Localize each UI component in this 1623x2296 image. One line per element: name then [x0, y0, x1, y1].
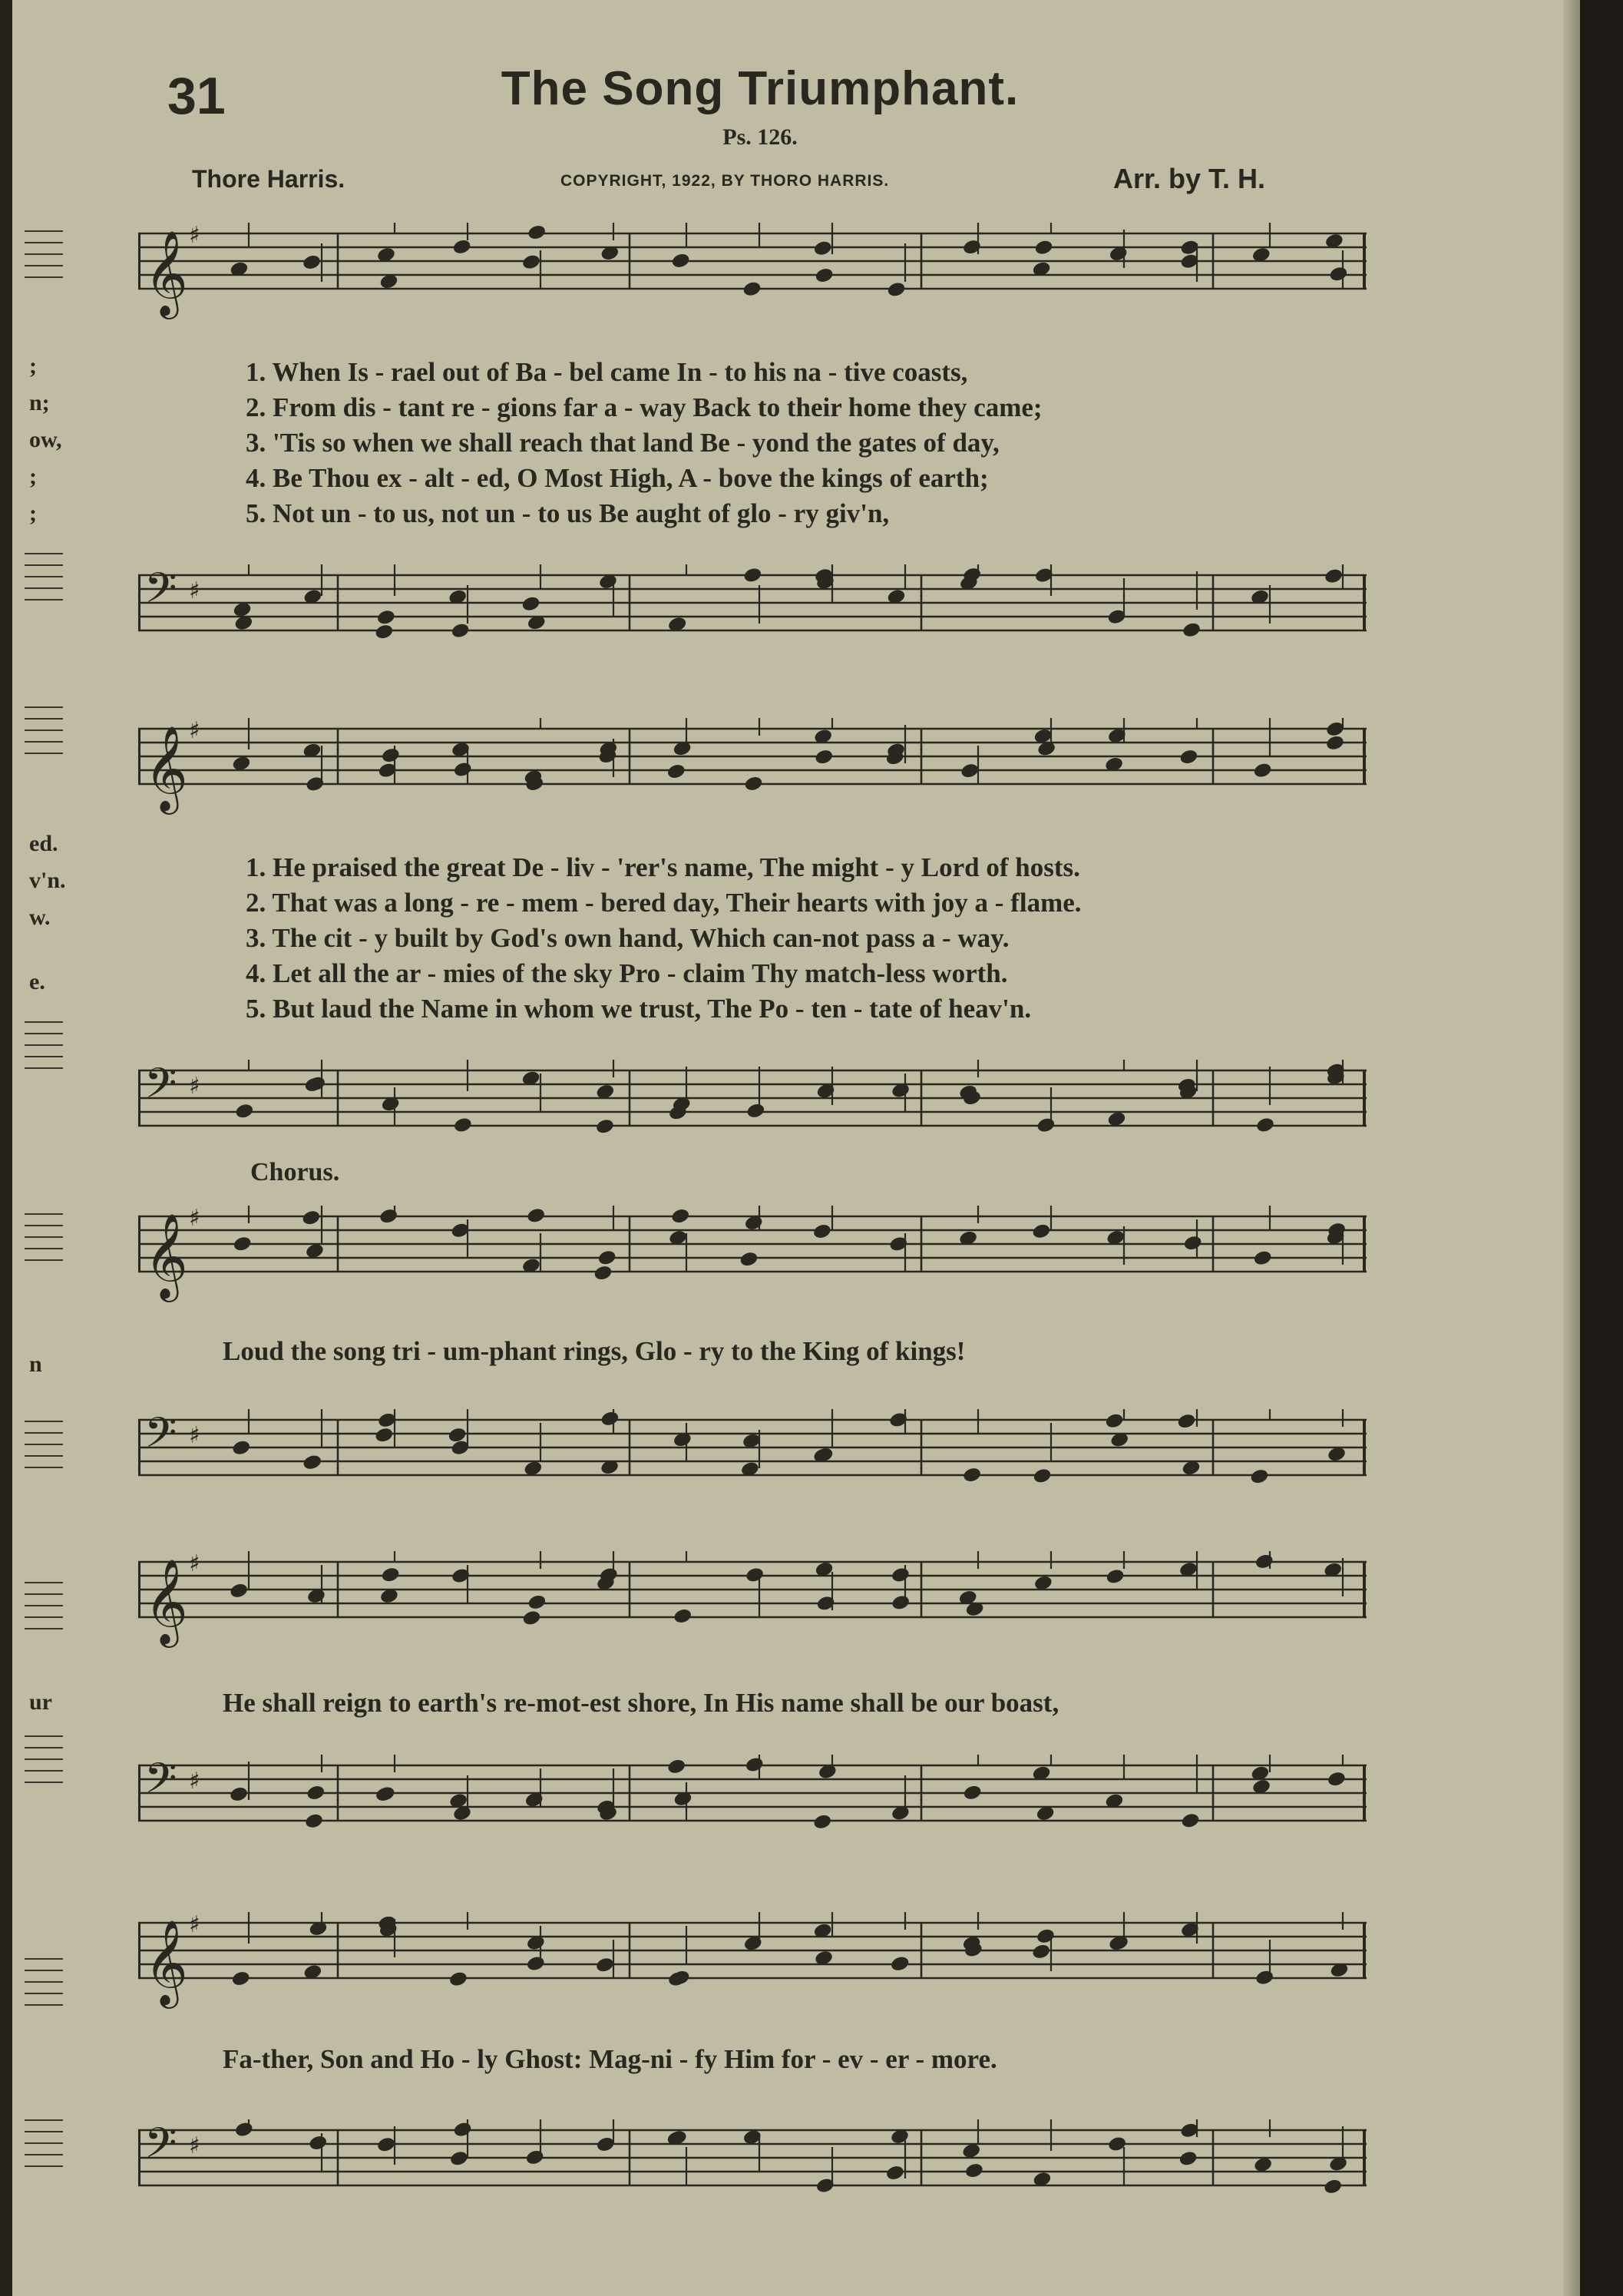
staff-engraving [138, 1206, 1367, 1305]
prev-page-fragment: n [29, 1351, 42, 1377]
notehead [1253, 762, 1273, 779]
prev-page-fragment: v'n. [29, 868, 66, 893]
verse-line: 5. Not un - to us, not un - to us Be aught of glo - ry giv'n, [246, 498, 890, 528]
treble-staff [138, 1206, 1367, 1299]
staff-engraving [138, 564, 1367, 664]
staff-engraving [138, 1551, 1367, 1651]
notehead [814, 748, 834, 766]
key-signature-sharp-icon: ♯ [189, 1073, 200, 1100]
bass-staff [138, 2119, 1367, 2193]
prev-page-staff [25, 1735, 63, 1793]
composer-credit: Thore Harris. [192, 165, 345, 193]
verse-line: 1. When Is - rael out of Ba - bel came In - to his na - tive coasts, [246, 357, 968, 387]
copyright-notice: COPYRIGHT, 1922, BY THORO HARRIS. [560, 172, 890, 190]
verse-block-b [246, 850, 1351, 1027]
prev-page-fragment: e. [29, 969, 45, 994]
treble-staff [138, 1551, 1367, 1644]
notehead [527, 1593, 547, 1611]
key-signature-sharp-icon: ♯ [189, 1912, 200, 1938]
notehead [376, 609, 396, 627]
notehead [742, 280, 762, 298]
staff-engraving [138, 1409, 1367, 1509]
notehead [381, 1566, 401, 1583]
hymn-title: The Song Triumphant. [501, 62, 1020, 115]
notehead [1180, 1812, 1200, 1830]
notehead [376, 2136, 396, 2153]
notehead [743, 775, 763, 792]
bass-clef-icon: 𝄢 [144, 2119, 177, 2178]
chorus-line: Loud the song tri - um-phant rings, Glo - ry to the King of kings! [223, 1336, 966, 1366]
notehead [815, 266, 835, 284]
notehead [812, 1222, 832, 1240]
key-signature-sharp-icon: ♯ [189, 223, 200, 249]
notehead [302, 253, 322, 271]
prev-page-staff [25, 706, 63, 764]
notehead [381, 746, 401, 764]
notehead [960, 762, 980, 779]
staff-engraving [138, 1912, 1367, 2012]
notehead [448, 1426, 468, 1444]
treble-clef-icon: 𝄞 [144, 1213, 188, 1299]
bass-clef-icon: 𝄢 [144, 1755, 177, 1813]
key-signature-sharp-icon: ♯ [189, 1551, 200, 1577]
verse-line: 3. 'Tis so when we shall reach that land Be - yond the gates of day, [246, 428, 1000, 458]
notehead [1031, 1943, 1051, 1960]
notehead [1328, 265, 1348, 283]
prev-page-staff [25, 1421, 63, 1478]
notehead [593, 1264, 613, 1282]
staff-engraving [138, 718, 1367, 818]
prev-page-staff [25, 1582, 63, 1639]
notehead [595, 1117, 615, 1135]
notehead [742, 567, 762, 584]
notehead [452, 2121, 472, 2139]
verse-line: 1. He praised the great De - liv - 'rer's name, The might - y Lord of hosts. [246, 852, 1080, 882]
treble-clef-icon: 𝄞 [144, 230, 188, 316]
arranger-credit: Arr. by T. H. [1113, 163, 1266, 194]
notehead [521, 253, 541, 271]
prev-page-fragment: w. [29, 905, 51, 930]
treble-clef-icon: 𝄞 [144, 1558, 188, 1644]
notehead [306, 1784, 326, 1801]
previous-page-margin [12, 0, 66, 2296]
book-spine [1580, 0, 1623, 2296]
prev-page-fragment: ; [29, 464, 37, 489]
notehead [231, 1970, 251, 1987]
prev-page-fragment: ; [29, 353, 37, 379]
prev-page-fragment: ed. [29, 831, 58, 856]
notehead [453, 761, 473, 779]
notehead [666, 763, 686, 780]
notehead [1104, 1412, 1124, 1430]
notehead [449, 2149, 469, 2167]
staff-engraving [138, 2119, 1367, 2219]
notehead [1031, 1222, 1051, 1240]
staff-engraving [138, 1755, 1367, 1854]
key-signature-sharp-icon: ♯ [189, 1206, 200, 1232]
page-edge-shadow [1563, 0, 1580, 2296]
notehead [666, 1758, 686, 1775]
notehead [812, 1813, 832, 1831]
notehead [595, 1956, 615, 1973]
notehead [964, 2162, 984, 2179]
notehead [1325, 734, 1345, 752]
prev-page-staff [25, 1958, 63, 2016]
notehead [527, 223, 547, 241]
notehead [962, 238, 982, 256]
treble-clef-icon: 𝄞 [144, 1919, 188, 2005]
notehead [1106, 1568, 1126, 1586]
prev-page-staff [25, 1213, 63, 1271]
bass-staff [138, 564, 1367, 638]
key-signature-sharp-icon: ♯ [189, 1422, 200, 1449]
notehead [886, 281, 906, 299]
notehead [671, 252, 691, 270]
notehead [1324, 567, 1344, 585]
notehead [962, 1466, 982, 1484]
bass-clef-icon: 𝄢 [144, 1409, 177, 1467]
notehead [526, 1955, 546, 1973]
notehead [1176, 1412, 1196, 1430]
bass-staff [138, 1409, 1367, 1483]
notehead [453, 1117, 473, 1134]
bass-staff [138, 1755, 1367, 1828]
notehead [1036, 1927, 1056, 1945]
notehead [1327, 1770, 1347, 1788]
notehead [891, 1567, 911, 1584]
chorus-line: Fa-ther, Son and Ho - ly Ghost: Mag-ni - fy Him for - ev - er - more. [223, 2044, 997, 2074]
hymn-number: 31 [167, 67, 226, 125]
notehead [1254, 1969, 1274, 1987]
prev-page-fragment: n; [29, 390, 50, 415]
notehead [304, 1812, 324, 1830]
notehead [891, 1594, 911, 1612]
verse-block-a [246, 355, 1351, 531]
prev-page-staff [25, 553, 63, 610]
bass-clef-icon: 𝄢 [144, 564, 177, 623]
notehead [1255, 1117, 1275, 1134]
notehead [745, 1756, 765, 1774]
staff-engraving [138, 1060, 1367, 1160]
notehead [301, 1209, 321, 1226]
chorus-line: He shall reign to earth's re-mot-est shore, In His name shall be our boast, [223, 1688, 1059, 1718]
key-signature-sharp-icon: ♯ [189, 718, 200, 744]
prev-page-staff [25, 2119, 63, 2177]
notehead [374, 1426, 394, 1444]
notehead [448, 1970, 468, 1988]
notehead [233, 1235, 253, 1252]
notehead [302, 1454, 322, 1471]
notehead [739, 1250, 759, 1268]
notehead [813, 240, 833, 257]
notehead [1178, 748, 1198, 766]
key-signature-sharp-icon: ♯ [189, 1768, 200, 1795]
notehead [521, 1610, 541, 1627]
notehead [1254, 1553, 1274, 1570]
notehead [234, 1103, 254, 1120]
notehead [229, 1785, 249, 1803]
verse-line: 5. But laud the Name in whom we trust, The Po - ten - tate of heav'n. [246, 994, 1032, 1024]
notehead [378, 1207, 398, 1225]
treble-staff [138, 1912, 1367, 2005]
notehead [1249, 1467, 1269, 1485]
notehead [890, 1955, 910, 1973]
bass-clef-icon: 𝄢 [144, 1060, 177, 1118]
book-gutter [0, 0, 12, 2296]
notehead [745, 1567, 765, 1584]
notehead [374, 623, 394, 640]
prev-page-staff [25, 1021, 63, 1079]
treble-staff [138, 718, 1367, 811]
notehead [673, 1607, 693, 1625]
notehead [885, 2164, 905, 2182]
notehead [308, 2134, 328, 2152]
chorus-label: Chorus. [250, 1158, 340, 1186]
prev-page-fragment: ow, [29, 427, 62, 452]
notehead [231, 1439, 251, 1457]
notehead [963, 1784, 983, 1801]
verse-line: 2. That was a long - re - mem - bered day, Their hearts with joy a - flame. [246, 888, 1082, 918]
notehead [745, 1102, 765, 1120]
key-signature-sharp-icon: ♯ [189, 2132, 200, 2159]
prev-page-staff [25, 230, 63, 288]
treble-staff [138, 223, 1367, 316]
notehead [1036, 1117, 1056, 1134]
verse-line: 4. Let all the ar - mies of the sky Pro - claim Thy match-less worth. [246, 958, 1008, 988]
notehead [1032, 1467, 1052, 1485]
notehead [521, 595, 540, 613]
staff-engraving [138, 223, 1367, 323]
psalm-reference: Ps. 126. [722, 124, 798, 150]
prev-page-fragment: ur [29, 1689, 52, 1715]
notehead [1033, 239, 1053, 256]
notehead [525, 2149, 545, 2166]
notehead [375, 1785, 395, 1803]
treble-clef-icon: 𝄞 [144, 725, 188, 811]
notehead [1182, 621, 1202, 639]
notehead [451, 622, 471, 640]
notehead [600, 1410, 620, 1428]
notehead [1323, 2178, 1343, 2195]
prev-page-fragment: ; [29, 501, 37, 526]
key-signature-sharp-icon: ♯ [189, 577, 200, 604]
notehead [597, 1249, 617, 1266]
verse-line: 2. From dis - tant re - gions far a - way Back to their home they came; [246, 392, 1043, 422]
notehead [229, 1582, 249, 1600]
verse-line: 3. The cit - y built by God's own hand, Which can-not pass a - way. [246, 923, 1010, 953]
verse-line: 4. Be Thou ex - alt - ed, O Most High, A - bove the kings of earth; [246, 463, 989, 493]
notehead [526, 1207, 546, 1225]
notehead [670, 1207, 690, 1225]
notehead [1183, 1234, 1203, 1252]
notehead [234, 2121, 254, 2139]
notehead [1253, 1249, 1273, 1267]
notehead [1178, 2150, 1198, 2168]
notehead [452, 238, 472, 256]
bass-staff [138, 1060, 1367, 1133]
